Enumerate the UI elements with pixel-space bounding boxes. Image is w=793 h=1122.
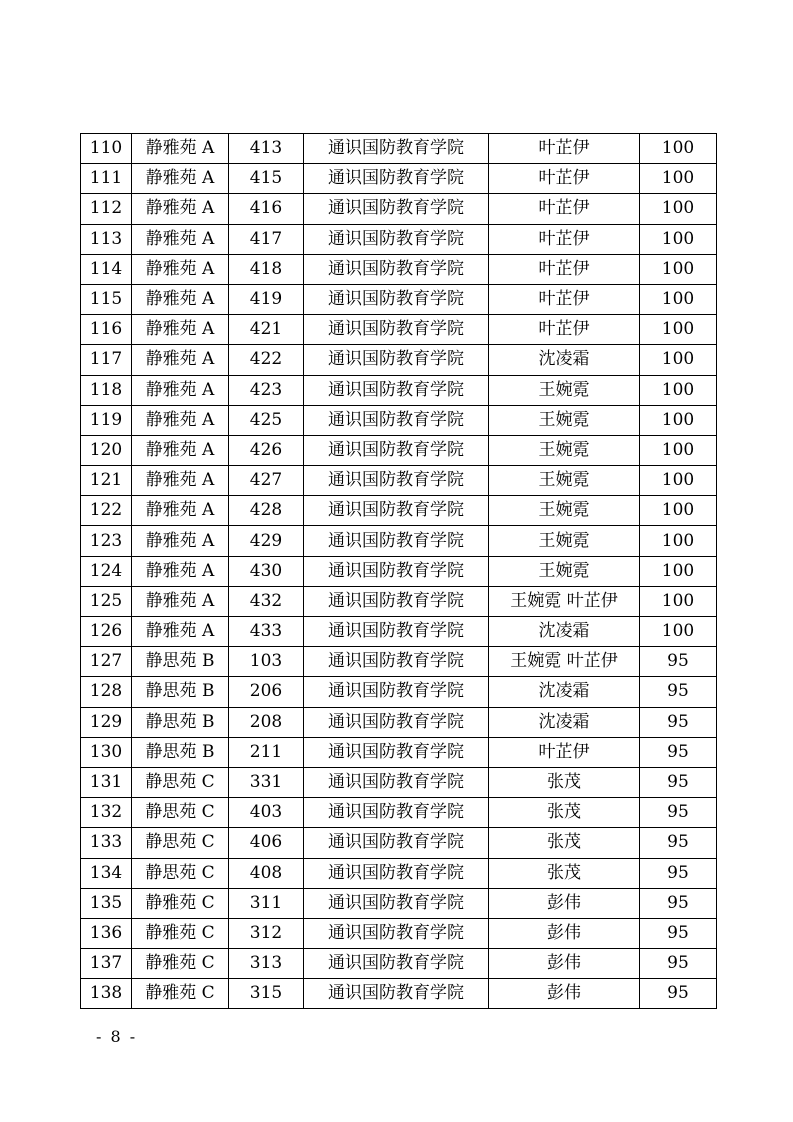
table-row [81, 888, 717, 918]
staff-cell: 叶芷伊 [489, 315, 640, 345]
building-cell: 静雅苑 C [132, 949, 229, 979]
room-number-cell: 421 [229, 315, 304, 345]
college-cell: 通识国防教育学院 [304, 858, 489, 888]
staff-cell: 张茂 [489, 858, 640, 888]
table-row [81, 254, 717, 284]
row-number-cell: 118 [81, 375, 132, 405]
table-row [81, 617, 717, 647]
college-cell: 通识国防教育学院 [304, 888, 489, 918]
room-number-cell: 423 [229, 375, 304, 405]
staff-cell: 叶芷伊 [489, 737, 640, 767]
score-cell: 100 [640, 164, 717, 194]
row-number-cell: 134 [81, 858, 132, 888]
building-cell: 静思苑 C [132, 858, 229, 888]
row-number-cell: 125 [81, 586, 132, 616]
row-number-cell: 122 [81, 496, 132, 526]
table-row [81, 556, 717, 586]
room-number-cell: 418 [229, 254, 304, 284]
table-row [81, 164, 717, 194]
staff-cell: 叶芷伊 [489, 164, 640, 194]
score-cell: 95 [640, 949, 717, 979]
staff-cell: 王婉霓 [489, 556, 640, 586]
score-cell: 100 [640, 556, 717, 586]
staff-cell: 彭伟 [489, 888, 640, 918]
row-number-cell: 124 [81, 556, 132, 586]
score-cell: 100 [640, 526, 717, 556]
staff-cell: 张茂 [489, 798, 640, 828]
row-number-cell: 133 [81, 828, 132, 858]
row-number-cell: 114 [81, 254, 132, 284]
room-number-cell: 312 [229, 918, 304, 948]
score-cell: 100 [640, 405, 717, 435]
college-cell: 通识国防教育学院 [304, 224, 489, 254]
score-cell: 95 [640, 918, 717, 948]
score-cell: 100 [640, 496, 717, 526]
score-cell: 95 [640, 647, 717, 677]
table-row [81, 586, 717, 616]
college-cell: 通识国防教育学院 [304, 949, 489, 979]
row-number-cell: 135 [81, 888, 132, 918]
building-cell: 静雅苑 A [132, 617, 229, 647]
row-number-cell: 120 [81, 435, 132, 465]
staff-cell: 沈凌霜 [489, 345, 640, 375]
college-cell: 通识国防教育学院 [304, 979, 489, 1009]
staff-cell: 王婉霓 [489, 375, 640, 405]
table-row [81, 949, 717, 979]
table-row [81, 435, 717, 465]
score-cell: 100 [640, 194, 717, 224]
table-row [81, 345, 717, 375]
score-cell: 100 [640, 617, 717, 647]
inspection-results-table [80, 133, 717, 1009]
college-cell: 通识国防教育学院 [304, 737, 489, 767]
college-cell: 通识国防教育学院 [304, 556, 489, 586]
score-cell: 95 [640, 888, 717, 918]
staff-cell: 彭伟 [489, 918, 640, 948]
room-number-cell: 413 [229, 134, 304, 164]
college-cell: 通识国防教育学院 [304, 466, 489, 496]
room-number-cell: 103 [229, 647, 304, 677]
table-row [81, 375, 717, 405]
college-cell: 通识国防教育学院 [304, 918, 489, 948]
staff-cell: 张茂 [489, 828, 640, 858]
college-cell: 通识国防教育学院 [304, 798, 489, 828]
row-number-cell: 123 [81, 526, 132, 556]
score-cell: 100 [640, 224, 717, 254]
table-row [81, 828, 717, 858]
building-cell: 静雅苑 A [132, 586, 229, 616]
college-cell: 通识国防教育学院 [304, 767, 489, 797]
college-cell: 通识国防教育学院 [304, 707, 489, 737]
score-cell: 100 [640, 466, 717, 496]
college-cell: 通识国防教育学院 [304, 677, 489, 707]
building-cell: 静雅苑 A [132, 194, 229, 224]
table-row [81, 798, 717, 828]
row-number-cell: 116 [81, 315, 132, 345]
room-number-cell: 417 [229, 224, 304, 254]
staff-cell: 王婉霓 叶芷伊 [489, 586, 640, 616]
building-cell: 静思苑 C [132, 798, 229, 828]
room-number-cell: 432 [229, 586, 304, 616]
score-cell: 100 [640, 284, 717, 314]
room-number-cell: 426 [229, 435, 304, 465]
staff-cell: 沈凌霜 [489, 677, 640, 707]
room-number-cell: 427 [229, 466, 304, 496]
score-cell: 95 [640, 707, 717, 737]
staff-cell: 王婉霓 [489, 405, 640, 435]
college-cell: 通识国防教育学院 [304, 164, 489, 194]
building-cell: 静思苑 C [132, 767, 229, 797]
table-row [81, 134, 717, 164]
row-number-cell: 117 [81, 345, 132, 375]
row-number-cell: 136 [81, 918, 132, 948]
room-number-cell: 311 [229, 888, 304, 918]
score-cell: 95 [640, 737, 717, 767]
room-number-cell: 403 [229, 798, 304, 828]
row-number-cell: 132 [81, 798, 132, 828]
room-number-cell: 429 [229, 526, 304, 556]
building-cell: 静雅苑 A [132, 405, 229, 435]
staff-cell: 叶芷伊 [489, 194, 640, 224]
staff-cell: 王婉霓 [489, 466, 640, 496]
building-cell: 静雅苑 A [132, 224, 229, 254]
row-number-cell: 112 [81, 194, 132, 224]
building-cell: 静雅苑 A [132, 496, 229, 526]
row-number-cell: 137 [81, 949, 132, 979]
building-cell: 静雅苑 A [132, 375, 229, 405]
building-cell: 静雅苑 A [132, 435, 229, 465]
building-cell: 静思苑 B [132, 677, 229, 707]
table-row [81, 707, 717, 737]
building-cell: 静雅苑 C [132, 888, 229, 918]
building-cell: 静思苑 B [132, 647, 229, 677]
college-cell: 通识国防教育学院 [304, 284, 489, 314]
table-row [81, 405, 717, 435]
staff-cell: 沈凌霜 [489, 617, 640, 647]
row-number-cell: 129 [81, 707, 132, 737]
score-cell: 100 [640, 345, 717, 375]
room-number-cell: 206 [229, 677, 304, 707]
building-cell: 静雅苑 A [132, 134, 229, 164]
college-cell: 通识国防教育学院 [304, 496, 489, 526]
score-cell: 100 [640, 254, 717, 284]
college-cell: 通识国防教育学院 [304, 134, 489, 164]
building-cell: 静思苑 C [132, 828, 229, 858]
score-cell: 100 [640, 586, 717, 616]
table-row [81, 224, 717, 254]
score-cell: 100 [640, 435, 717, 465]
room-number-cell: 433 [229, 617, 304, 647]
row-number-cell: 113 [81, 224, 132, 254]
table-row [81, 677, 717, 707]
building-cell: 静雅苑 A [132, 284, 229, 314]
table-row [81, 767, 717, 797]
room-number-cell: 422 [229, 345, 304, 375]
row-number-cell: 119 [81, 405, 132, 435]
table-row [81, 979, 717, 1009]
staff-cell: 沈凌霜 [489, 707, 640, 737]
table-body [81, 134, 717, 1009]
table-row [81, 526, 717, 556]
score-cell: 95 [640, 858, 717, 888]
staff-cell: 王婉霓 [489, 435, 640, 465]
college-cell: 通识国防教育学院 [304, 828, 489, 858]
college-cell: 通识国防教育学院 [304, 405, 489, 435]
page-number: - 8 - [96, 1027, 138, 1046]
row-number-cell: 121 [81, 466, 132, 496]
room-number-cell: 331 [229, 767, 304, 797]
table-row [81, 466, 717, 496]
building-cell: 静雅苑 A [132, 164, 229, 194]
table-row [81, 737, 717, 767]
table-row [81, 496, 717, 526]
row-number-cell: 115 [81, 284, 132, 314]
score-cell: 95 [640, 767, 717, 797]
college-cell: 通识国防教育学院 [304, 345, 489, 375]
staff-cell: 叶芷伊 [489, 224, 640, 254]
staff-cell: 叶芷伊 [489, 254, 640, 284]
staff-cell: 王婉霓 [489, 526, 640, 556]
row-number-cell: 127 [81, 647, 132, 677]
building-cell: 静雅苑 A [132, 526, 229, 556]
score-cell: 100 [640, 134, 717, 164]
room-number-cell: 419 [229, 284, 304, 314]
college-cell: 通识国防教育学院 [304, 647, 489, 677]
college-cell: 通识国防教育学院 [304, 254, 489, 284]
building-cell: 静雅苑 A [132, 556, 229, 586]
score-cell: 100 [640, 315, 717, 345]
building-cell: 静雅苑 C [132, 918, 229, 948]
room-number-cell: 430 [229, 556, 304, 586]
table-row [81, 284, 717, 314]
score-cell: 100 [640, 375, 717, 405]
college-cell: 通识国防教育学院 [304, 617, 489, 647]
row-number-cell: 131 [81, 767, 132, 797]
building-cell: 静雅苑 A [132, 345, 229, 375]
college-cell: 通识国防教育学院 [304, 315, 489, 345]
row-number-cell: 110 [81, 134, 132, 164]
table-row [81, 647, 717, 677]
college-cell: 通识国防教育学院 [304, 586, 489, 616]
college-cell: 通识国防教育学院 [304, 526, 489, 556]
room-number-cell: 428 [229, 496, 304, 526]
college-cell: 通识国防教育学院 [304, 435, 489, 465]
room-number-cell: 415 [229, 164, 304, 194]
building-cell: 静雅苑 A [132, 466, 229, 496]
row-number-cell: 128 [81, 677, 132, 707]
staff-cell: 彭伟 [489, 979, 640, 1009]
row-number-cell: 126 [81, 617, 132, 647]
room-number-cell: 408 [229, 858, 304, 888]
building-cell: 静雅苑 C [132, 979, 229, 1009]
score-cell: 95 [640, 828, 717, 858]
building-cell: 静思苑 B [132, 737, 229, 767]
row-number-cell: 111 [81, 164, 132, 194]
table-row [81, 194, 717, 224]
room-number-cell: 313 [229, 949, 304, 979]
building-cell: 静雅苑 A [132, 315, 229, 345]
table-row [81, 858, 717, 888]
table-row [81, 315, 717, 345]
building-cell: 静雅苑 A [132, 254, 229, 284]
row-number-cell: 138 [81, 979, 132, 1009]
room-number-cell: 425 [229, 405, 304, 435]
room-number-cell: 211 [229, 737, 304, 767]
room-number-cell: 208 [229, 707, 304, 737]
table-row [81, 918, 717, 948]
room-number-cell: 416 [229, 194, 304, 224]
staff-cell: 王婉霓 [489, 496, 640, 526]
score-cell: 95 [640, 979, 717, 1009]
room-number-cell: 315 [229, 979, 304, 1009]
staff-cell: 叶芷伊 [489, 134, 640, 164]
college-cell: 通识国防教育学院 [304, 375, 489, 405]
staff-cell: 彭伟 [489, 949, 640, 979]
staff-cell: 王婉霓 叶芷伊 [489, 647, 640, 677]
row-number-cell: 130 [81, 737, 132, 767]
score-cell: 95 [640, 798, 717, 828]
building-cell: 静思苑 B [132, 707, 229, 737]
staff-cell: 张茂 [489, 767, 640, 797]
staff-cell: 叶芷伊 [489, 284, 640, 314]
room-number-cell: 406 [229, 828, 304, 858]
score-cell: 95 [640, 677, 717, 707]
college-cell: 通识国防教育学院 [304, 194, 489, 224]
